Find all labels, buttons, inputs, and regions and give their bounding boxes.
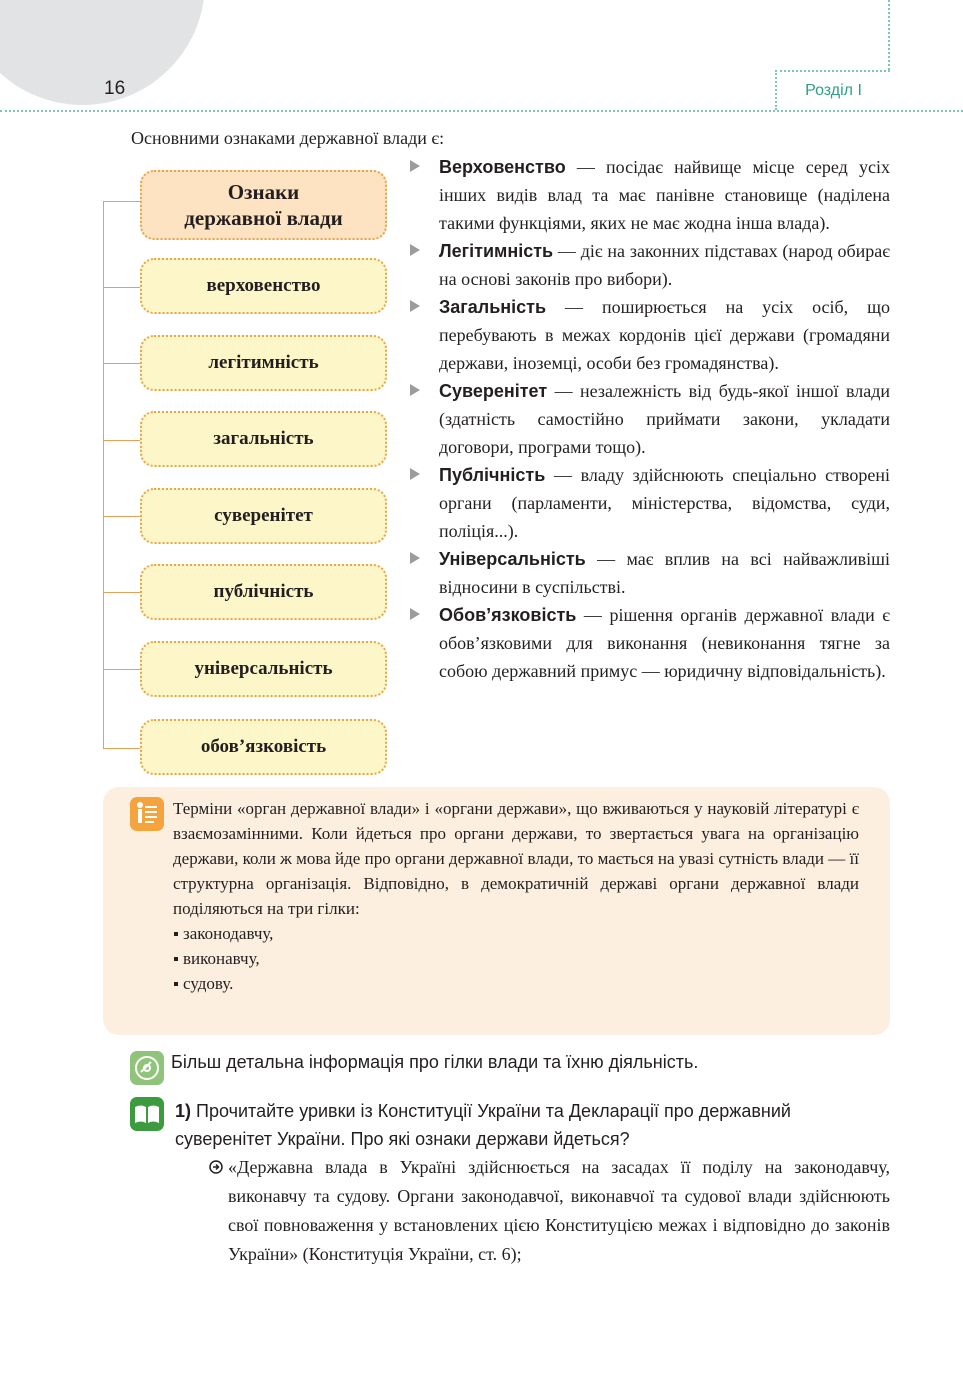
definition-term: Обов’язковість [439, 605, 577, 625]
bullet-arrow-icon [410, 608, 420, 620]
constitution-quote: «Державна влада в Україні здійснюється на засадах її поділу на законодавчу, виконавчу та судову. Органи законодавчої, виконавчої та судової влади здійснюють свої повноваження у встановлених цією Конституцією межах і відповідно до законів України» (Конституція України, ст. 6); [228, 1157, 890, 1264]
diagram-connector [103, 516, 141, 517]
definition-term: Загальність [439, 297, 547, 317]
diagram-connector [103, 440, 141, 441]
page-number: 16 [104, 78, 126, 99]
list-item: судову. [173, 971, 859, 996]
info-icon [130, 797, 164, 831]
definitions-list [408, 153, 890, 685]
diagram-connector [103, 669, 141, 670]
definition-term: Легітимність [439, 241, 554, 261]
diagram-connector [103, 201, 104, 749]
definition-item [408, 545, 890, 601]
list-item: законодавчу, [173, 921, 859, 946]
feature-box: загальність [140, 411, 387, 467]
section-label: Розділ I [775, 70, 890, 110]
corner-decoration [0, 0, 205, 105]
feature-box: верховенство [140, 258, 387, 314]
feature-box: обов’язковість [140, 719, 387, 775]
intro-text: Основними ознаками державної влади є: [131, 128, 445, 148]
definition-item [408, 461, 890, 545]
list-item: виконавчу, [173, 946, 859, 971]
definition-term: Суверенітет [439, 381, 548, 401]
definition-item [408, 377, 890, 461]
diagram-connector [103, 201, 141, 202]
definition-item [408, 601, 890, 685]
task-number: 1) [175, 1101, 192, 1121]
feature-box: універсальність [140, 641, 387, 697]
diagram-title [140, 170, 387, 240]
branches-list [173, 921, 859, 996]
more-info-text: Більш детальна інформація про гілки влади та їхню діяльність. [171, 1052, 699, 1072]
header-divider [0, 110, 963, 112]
diagram-title-line: державної влади [184, 206, 343, 230]
definition-term: Публічність [439, 465, 546, 485]
disk-icon [130, 1051, 164, 1085]
arrow-circle-icon [209, 1160, 223, 1174]
definition-text: — рішення органів державної влади є обов’язковими для виконання (невиконання тягне за собою державний примус — юридичну відповідальність). [439, 605, 890, 681]
bullet-arrow-icon [410, 244, 420, 256]
task-text [175, 1097, 890, 1153]
diagram-connector [103, 287, 141, 288]
definition-text: — посідає найвище місце серед усіх інших видів влад та має панівне становище (наділена такими функціями, яких не має жодна інша влада). [439, 157, 890, 233]
definition-text: — діє на законних підставах (народ обирає на основі законів про вибори). [439, 241, 890, 289]
task-question: Прочитайте уривки із Конституції України та Декларації про державний суверенітет України. Про які ознаки держави йдеться? [175, 1101, 791, 1149]
definition-item [408, 153, 890, 237]
bullet-arrow-icon [410, 468, 420, 480]
diagram-connector [103, 592, 141, 593]
bullet-arrow-icon [410, 552, 420, 564]
definition-text: — поширюється на усіх осіб, що перебувають в межах кордонів цієї держави (громадяни держави, іноземці, особи без громадянства). [439, 297, 890, 373]
definition-text: — владу здійснюють спеціально створені органи (парламенти, міністерства, відомства, суди, поліція...). [439, 465, 890, 541]
bullet-arrow-icon [410, 300, 420, 312]
note-text [173, 796, 859, 996]
feature-box: легітимність [140, 335, 387, 391]
diagram-title-line: Ознаки [227, 180, 300, 204]
bullet-arrow-icon [410, 384, 420, 396]
book-icon [130, 1097, 164, 1131]
definition-term: Верховенство [439, 157, 566, 177]
diagram-connector [103, 748, 141, 749]
definition-item [408, 293, 890, 377]
bullet-arrow-icon [410, 160, 420, 172]
definition-term: Універсальність [439, 549, 586, 569]
definition-item [408, 237, 890, 293]
feature-box: суверенітет [140, 488, 387, 544]
definition-text: — незалежність від будь-якої іншої влади (здатність самостійно приймати закони, укладати договори, програми тощо). [439, 381, 890, 457]
feature-box: публічність [140, 564, 387, 620]
diagram-connector [103, 363, 141, 364]
note-paragraph: Терміни «орган державної влади» і «органи держави», що вживаються у науковій літературі є взаємозамінними. Коли йдеться про органи держави, то звертається увага на організацію держави, коли ж мова йде про органи державної влади, то мається на увазі сутність влади — її структурна організація. Відповідно, в демократичній державі органи державної влади поділяються на три гілки: [173, 799, 859, 918]
definition-text: — має вплив на всі найважливіші відносини в суспільстві. [439, 549, 890, 597]
